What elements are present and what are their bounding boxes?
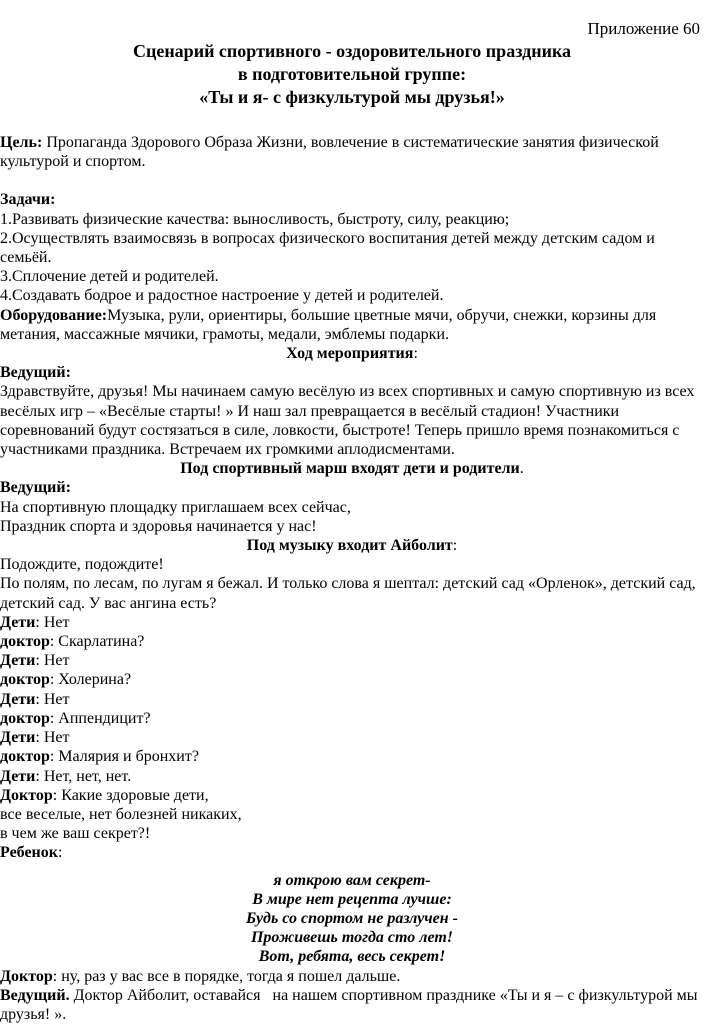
host-label: Ведущий:: [0, 364, 71, 382]
speaker: доктор: [0, 748, 50, 766]
dialogue-line: [0, 670, 704, 689]
march-label: Под спортивный марш входят дети и родители: [180, 460, 520, 478]
speaker: доктор: [0, 633, 50, 651]
replica: : Нет: [35, 729, 70, 747]
replica: : Какие здоровые дети,: [52, 786, 209, 804]
aibolit-suffix: :: [452, 537, 458, 555]
speaker: Дети: [0, 690, 36, 708]
dialogue-line: [0, 651, 704, 670]
replica: : ну, раз у вас все в порядке, тогда я пошел дальше.: [52, 967, 401, 985]
dialogue-line: [0, 747, 704, 766]
speaker: доктор: [0, 671, 50, 689]
march-suffix: .: [519, 460, 524, 478]
equipment-label: Оборудование:: [0, 306, 108, 324]
replica: : Нет: [35, 690, 70, 708]
child-suffix: :: [58, 844, 63, 862]
dialogue-line: [0, 632, 704, 651]
aibolit-line: Подождите, подождите!: [0, 556, 164, 574]
doctor-line: [0, 786, 704, 805]
host-speech: Здравствуйте, друзья! Мы начинаем самую весёлую из всех спортивных и самую спортивную из всех весёлых игр – «Весёлые старты! » И наш зал превращается в весёлый стадион! Участники соревнований будут состязаться в силе, ловкости, быстроте! Теперь пришло время познакомиться с участниками праздника. Встречаем их громкими аплодисментами.: [0, 383, 695, 459]
poem-line: Будь со спортом не разлучен -: [246, 909, 458, 927]
poem-line: я открою вам секрет-: [273, 871, 431, 889]
dialogue-line: [0, 728, 704, 747]
spacer: [0, 171, 704, 190]
march-heading: [0, 459, 704, 478]
poem-line: В мире нет рецепта лучше:: [252, 890, 452, 908]
speaker: Дети: [0, 767, 36, 785]
host-label: Ведущий:: [0, 479, 71, 497]
doctor-verse-line: все веселые, нет болезней никаких,: [0, 805, 242, 823]
task-item: 1.Развивать физические качества: выносливость, быстроту, силу, реакцию;: [0, 210, 510, 228]
title-line-3: «Ты и я- с физкультурой мы друзья!»: [199, 87, 505, 107]
dialogue-line: [0, 690, 704, 709]
title-line-1: Сценарий спортивного - оздоровительного праздника: [132, 41, 572, 61]
speaker: Доктор: [0, 786, 53, 804]
poem-line: Вот, ребята, весь секрет!: [258, 948, 446, 966]
speaker: Ребенок: [0, 844, 58, 862]
spacer: [0, 109, 704, 133]
tasks-label-row: [0, 190, 704, 209]
dialogue-line: [0, 767, 704, 786]
replica: Доктор Айболит, оставайся на нашем спортивном празднике «Ты и я – с физкультурой мы друзья! ».: [0, 986, 702, 1023]
course-heading: [0, 344, 704, 363]
replica: : Нет, нет, нет.: [35, 767, 132, 785]
replica: : Холерина?: [49, 671, 132, 689]
task-item: 4.Создавать бодрое и радостное настроение у детей и родителей.: [0, 287, 444, 305]
replica: : Скарлатина?: [49, 633, 145, 651]
speaker: Дети: [0, 729, 36, 747]
host-final-line: [0, 986, 704, 1024]
poem-line: Проживешь тогда сто лет!: [250, 929, 454, 947]
dialogue-line: [0, 613, 704, 632]
title-line-2: в подготовительной группе:: [237, 64, 467, 84]
equipment-text: Музыка, рули, ориентиры, большие цветные мячи, обручи, снежки, корзины для метания, массажные мячики, грамоты, медали, эмблемы подарки.: [0, 306, 657, 343]
doctor-verse-line: в чем же ваш секрет?!: [0, 825, 151, 843]
aibolit-line: По полям, по лесам, по лугам я бежал. И только слова я шептал: детский сад «Орленок», детский сад, детский сад. У вас ангина есть?: [0, 575, 696, 612]
equipment-paragraph: [0, 306, 704, 344]
doctor-final-line: [0, 967, 704, 986]
goal-paragraph: [0, 133, 704, 171]
speaker: Доктор: [0, 967, 53, 985]
replica: : Нет: [35, 613, 70, 631]
speaker: Ведущий.: [0, 986, 70, 1004]
host-verse-line: На спортивную площадку приглашаем всех сейчас,: [0, 498, 351, 516]
host-label-row: [0, 478, 704, 497]
host-label-row: [0, 363, 704, 382]
replica: : Аппендицит?: [49, 709, 151, 727]
task-item: 2.Осуществлять взаимосвязь в вопросах физического воспитания детей между детским садом и семьёй.: [0, 229, 655, 267]
speaker: Дети: [0, 652, 36, 670]
replica: : Малярия и бронхит?: [49, 748, 199, 766]
speaker: Дети: [0, 613, 36, 631]
speaker: доктор: [0, 709, 50, 727]
goal-text: Пропаганда Здорового Образа Жизни, вовлечение в систематические занятия физической культурой и спортом.: [0, 134, 659, 171]
aibolit-label: Под музыку входит Айболит: [246, 537, 453, 555]
course-suffix: :: [413, 345, 418, 363]
replica: : Нет: [35, 652, 70, 670]
aibolit-heading: [0, 536, 704, 555]
tasks-label: Задачи:: [0, 191, 56, 209]
goal-label: Цель:: [0, 134, 43, 151]
child-line: [0, 843, 704, 862]
course-label: Ход мероприятия: [286, 345, 414, 363]
appendix-number: Приложение 60: [587, 19, 700, 38]
dialogue-line: [0, 709, 704, 728]
task-item: 3.Сплочение детей и родителей.: [0, 268, 219, 286]
host-verse-line: Праздник спорта и здоровья начинается у нас!: [0, 517, 317, 535]
